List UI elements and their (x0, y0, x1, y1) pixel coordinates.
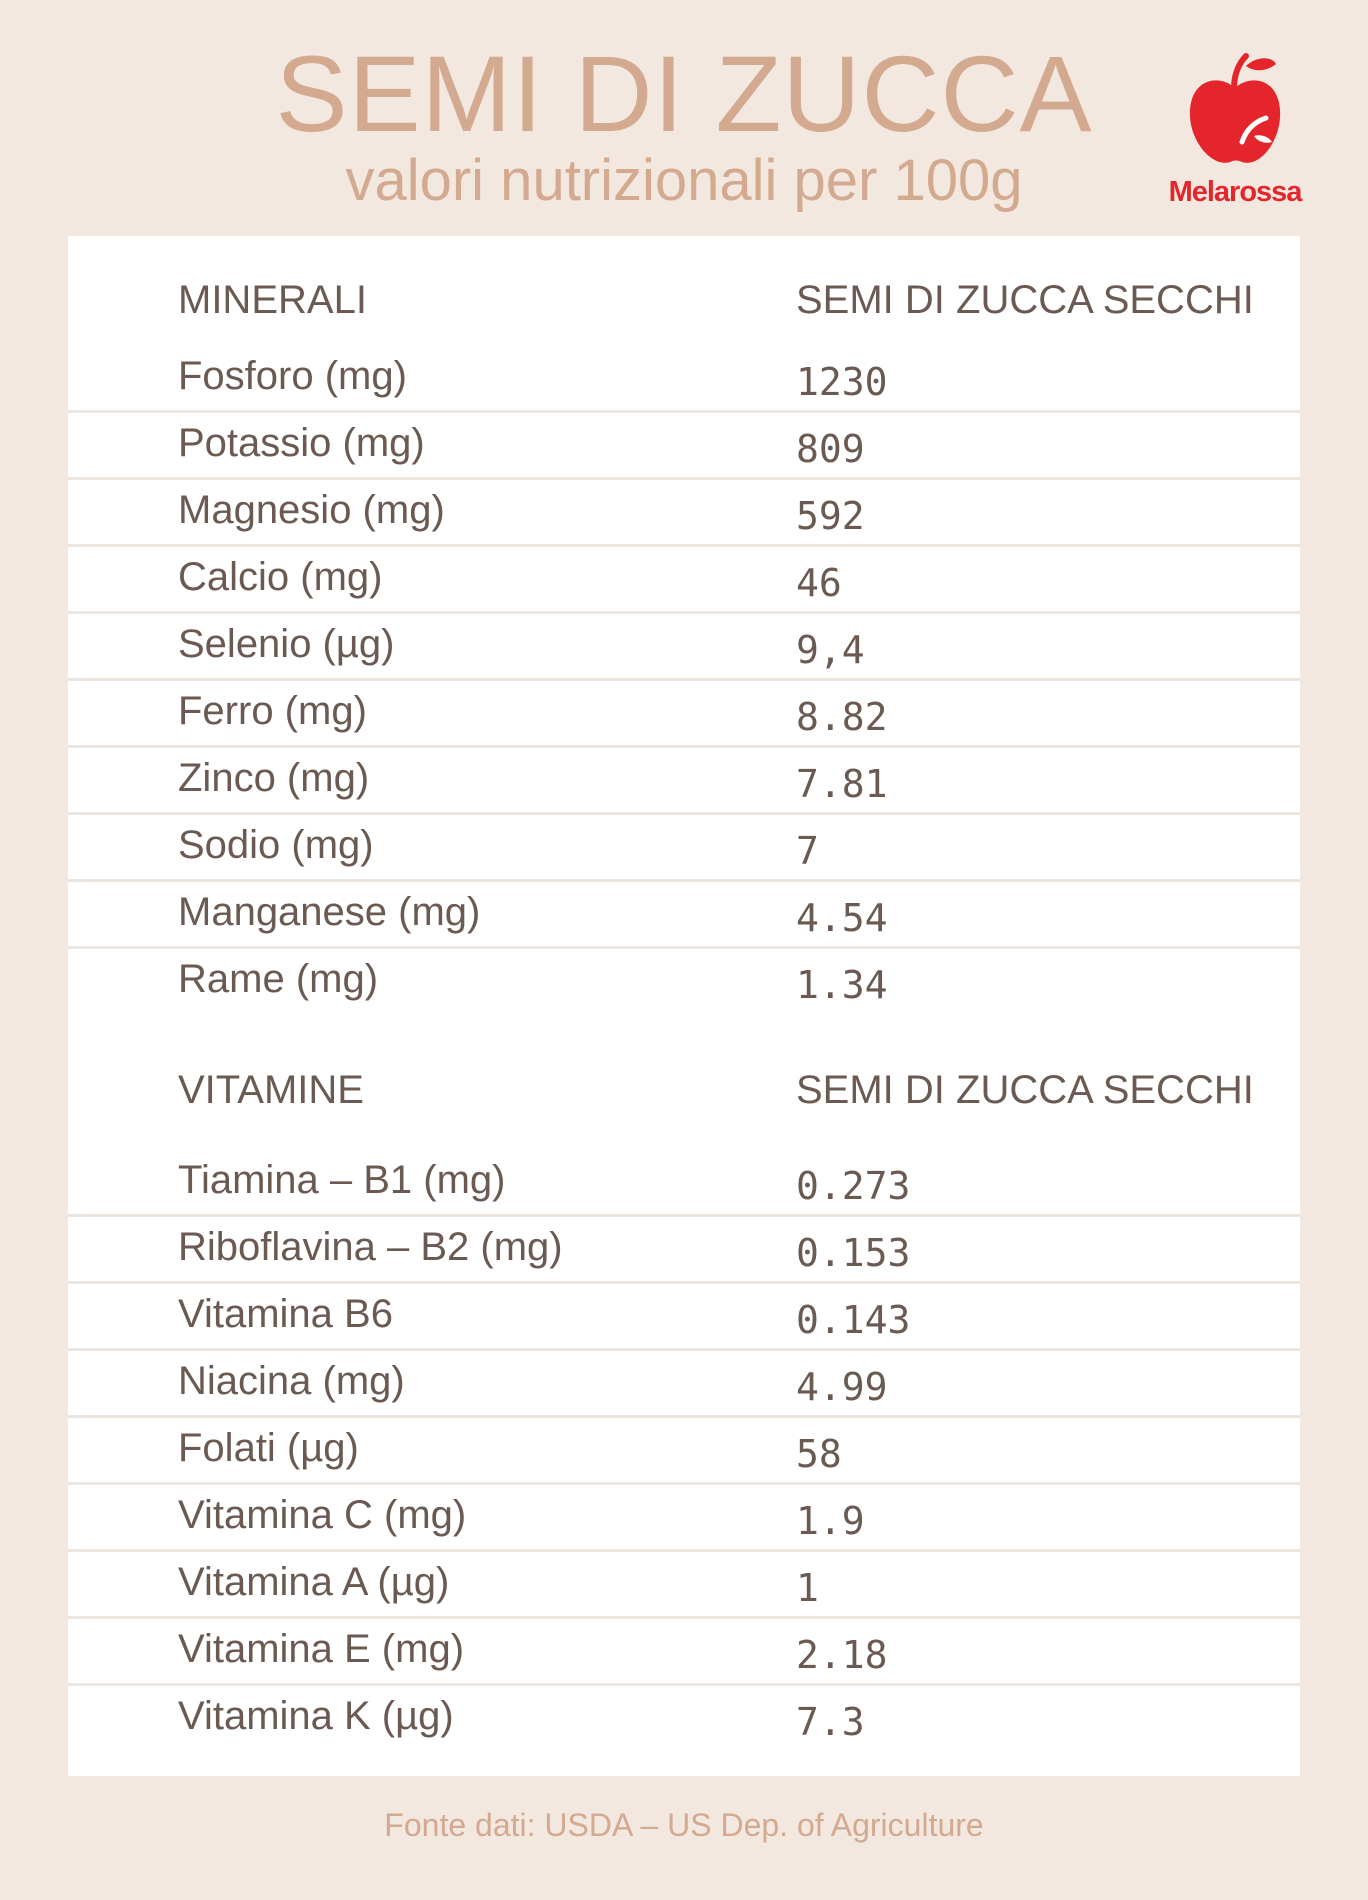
table-row (68, 1686, 1300, 1753)
row-name: Riboflavina – B2 (mg) (178, 1225, 563, 1269)
row-name: Calcio (mg) (178, 555, 383, 599)
table-row (68, 815, 1300, 882)
nutrition-table (68, 236, 1300, 1776)
page-title: SEMI DI ZUCCA (275, 33, 1093, 154)
table-row (68, 547, 1300, 614)
table-row (68, 1217, 1300, 1284)
row-value: 592 (796, 494, 865, 538)
row-name: Vitamina C (mg) (178, 1493, 467, 1537)
minerals-label: MINERALI (178, 278, 367, 322)
row-name: Vitamina E (mg) (178, 1627, 465, 1671)
row-value: 1 (796, 1566, 819, 1610)
minerals-column-header: SEMI DI ZUCCA SECCHI (796, 278, 1254, 322)
brand-logo[interactable] (1160, 50, 1310, 220)
row-name: Potassio (mg) (178, 421, 425, 465)
table-row (68, 681, 1300, 748)
row-value: 1.9 (796, 1499, 865, 1543)
row-name: Folati (µg) (178, 1426, 359, 1470)
row-value: 7.3 (796, 1700, 865, 1744)
row-value: 9,4 (796, 628, 865, 672)
row-value: 4.54 (796, 896, 888, 940)
vitamins-column-header: SEMI DI ZUCCA SECCHI (796, 1068, 1254, 1112)
table-row (68, 748, 1300, 815)
minerals-header (68, 270, 1300, 330)
row-name: Selenio (µg) (178, 622, 395, 666)
vitamins-label: VITAMINE (178, 1068, 364, 1112)
row-value: 4.99 (796, 1365, 888, 1409)
table-row (68, 949, 1300, 1016)
row-value: 0.143 (796, 1298, 911, 1342)
apple-icon (1180, 50, 1290, 170)
table-row (68, 1284, 1300, 1351)
table-row (68, 346, 1300, 413)
row-value: 46 (796, 561, 842, 605)
page-subtitle: valori nutrizionali per 100g (345, 148, 1023, 213)
row-value: 809 (796, 427, 865, 471)
row-value: 1.34 (796, 963, 888, 1007)
row-name: Niacina (mg) (178, 1359, 405, 1403)
table-row (68, 480, 1300, 547)
brand-name: Melarossa (1168, 176, 1302, 208)
table-row (68, 1619, 1300, 1686)
row-value: 0.153 (796, 1231, 911, 1275)
table-row (68, 882, 1300, 949)
row-value: 1230 (796, 360, 888, 404)
table-row (68, 413, 1300, 480)
row-value: 8.82 (796, 695, 888, 739)
row-name: Ferro (mg) (178, 689, 367, 733)
table-row (68, 614, 1300, 681)
row-name: Vitamina K (µg) (178, 1694, 454, 1738)
row-name: Magnesio (mg) (178, 488, 445, 532)
row-name: Fosforo (mg) (178, 354, 407, 398)
row-name: Tiamina – B1 (mg) (178, 1158, 506, 1202)
row-value: 7 (796, 829, 819, 873)
row-value: 58 (796, 1432, 842, 1476)
row-name: Vitamina A (µg) (178, 1560, 450, 1604)
vitamins-header (68, 1060, 1300, 1120)
source-footer: Fonte dati: USDA – US Dep. of Agriculture (384, 1807, 984, 1843)
table-row (68, 1552, 1300, 1619)
table-row (68, 1351, 1300, 1418)
page-header (0, 0, 1368, 236)
row-name: Rame (mg) (178, 957, 379, 1001)
row-value: 7.81 (796, 762, 888, 806)
table-row (68, 1485, 1300, 1552)
row-name: Zinco (mg) (178, 756, 370, 800)
row-value: 2.18 (796, 1633, 888, 1677)
row-name: Manganese (mg) (178, 890, 481, 934)
row-name: Sodio (mg) (178, 823, 374, 867)
table-row (68, 1150, 1300, 1217)
row-name: Vitamina B6 (178, 1292, 393, 1336)
row-value: 0.273 (796, 1164, 911, 1208)
table-row (68, 1418, 1300, 1485)
